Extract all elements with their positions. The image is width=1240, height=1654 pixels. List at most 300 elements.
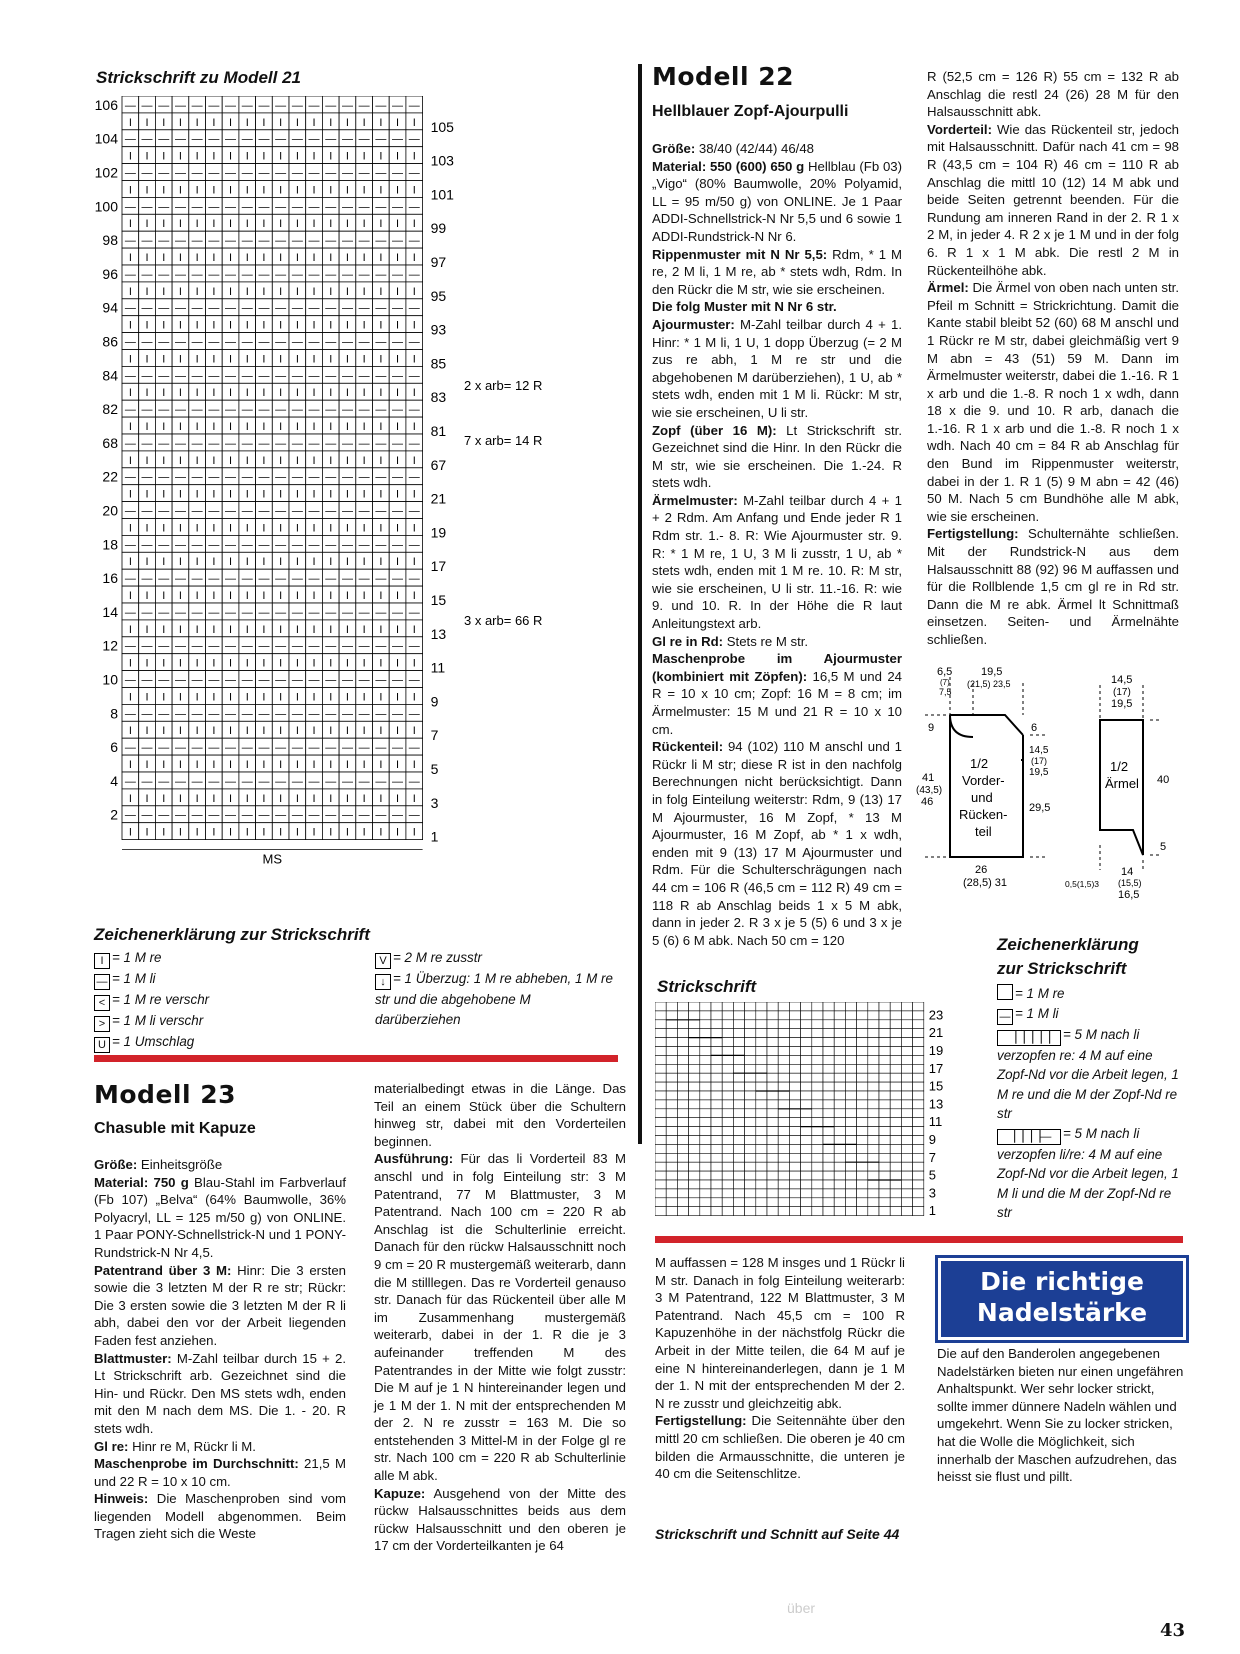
- svg-text:Rücken-: Rücken-: [959, 807, 1008, 822]
- chart-cell: [745, 1144, 756, 1153]
- cell-symbol: —: [358, 708, 370, 721]
- cell-symbol: I: [229, 184, 233, 197]
- cell-symbol: I: [212, 657, 216, 670]
- svg-text:1/2: 1/2: [1110, 759, 1129, 774]
- cell-symbol: I: [195, 488, 199, 501]
- chart-cell: [778, 1198, 789, 1207]
- chart-cell: [801, 1011, 812, 1020]
- cell-symbol: I: [145, 454, 149, 467]
- cell-symbol: I: [212, 218, 216, 231]
- cell-symbol: I: [295, 657, 299, 670]
- cell-symbol: —: [158, 437, 170, 450]
- cell-symbol: I: [128, 184, 132, 197]
- svg-text:46: 46: [921, 796, 934, 808]
- chart-cell: [823, 1162, 834, 1171]
- cell-symbol: —: [358, 674, 370, 687]
- cell-symbol: —: [225, 775, 237, 788]
- chart-cell: [733, 1144, 744, 1153]
- chart-cell: [745, 1127, 756, 1136]
- chart-cell: [666, 1011, 677, 1020]
- cell-symbol: —: [275, 505, 287, 518]
- chart-cell: [890, 1189, 901, 1198]
- cell-symbol: —: [158, 640, 170, 653]
- cell-symbol: —: [258, 99, 270, 112]
- chart-cell: [778, 1171, 789, 1180]
- chart-cell: [778, 1082, 789, 1091]
- cell-symbol: I: [229, 353, 233, 366]
- cell-symbol: I: [145, 218, 149, 231]
- cell-symbol: I: [295, 252, 299, 264]
- svg-text:und: und: [971, 790, 993, 805]
- chart-cell: [823, 1064, 834, 1073]
- paragraph: R (52,5 cm = 126 R) 55 cm = 132 R ab Anschlag die restl 24 (26) 28 M für den Halsausschnitt abk.: [927, 69, 1179, 120]
- cell-symbol: —: [225, 539, 237, 552]
- legend-item: I = 1 M re: [94, 948, 344, 969]
- cell-symbol: —: [291, 167, 303, 180]
- cell-symbol: I: [145, 387, 149, 400]
- chart-cell: [666, 1002, 677, 1011]
- chart-cell: [789, 1082, 800, 1091]
- cell-symbol: —: [408, 404, 420, 417]
- cell-symbol: I: [295, 387, 299, 400]
- cell-symbol: I: [245, 590, 249, 602]
- cell-symbol: I: [195, 252, 199, 264]
- svg-text:teil: teil: [975, 824, 992, 839]
- cell-symbol: I: [245, 116, 249, 129]
- chart-cell: [767, 1064, 778, 1073]
- cell-symbol: —: [308, 370, 320, 383]
- chart-cell: [733, 1180, 744, 1189]
- chart-cell: [745, 1047, 756, 1056]
- chart-cell: [890, 1109, 901, 1118]
- cell-symbol: I: [396, 691, 400, 704]
- cell-symbol: I: [362, 184, 366, 197]
- chart-cell: [733, 1029, 744, 1038]
- chart-cell: [677, 1162, 688, 1171]
- cell-symbol: —: [392, 471, 404, 484]
- chart-cell: [778, 1047, 789, 1056]
- chart-cell: [868, 1136, 879, 1145]
- cell-symbol: I: [262, 590, 266, 602]
- cell-symbol: —: [124, 268, 136, 281]
- cell-symbol: —: [241, 201, 253, 214]
- cell-symbol: —: [158, 505, 170, 518]
- chart-cell: [857, 1127, 868, 1136]
- row-label: 8: [110, 705, 118, 722]
- chart-cell: [834, 1100, 845, 1109]
- chart-cell: [857, 1180, 868, 1189]
- chart-cell: [868, 1127, 879, 1136]
- chart-cell: [722, 1127, 733, 1136]
- cell-symbol: —: [392, 336, 404, 349]
- cell-symbol: I: [279, 826, 283, 839]
- svg-text:19,5: 19,5: [1111, 698, 1133, 710]
- cell-symbol: I: [262, 792, 266, 805]
- cell-symbol: I: [178, 759, 182, 771]
- cell-symbol: I: [145, 488, 149, 501]
- chart-cell: [677, 1020, 688, 1029]
- chart-cell: [756, 1091, 767, 1100]
- cell-symbol: —: [241, 404, 253, 417]
- cell-symbol: I: [362, 826, 366, 839]
- cell-symbol: I: [212, 319, 216, 332]
- legend1-title: Zeichenerklärung zur Strickschrift: [94, 925, 370, 944]
- chart-cell: [778, 1153, 789, 1162]
- chart-cell: [677, 1109, 688, 1118]
- row-label: 19: [928, 1042, 944, 1058]
- cell-symbol: —: [392, 268, 404, 281]
- cell-symbol: —: [174, 573, 186, 586]
- cell-symbol: —: [241, 302, 253, 315]
- legend-item: — = 1 M li: [94, 969, 344, 990]
- cell-symbol: I: [345, 353, 349, 366]
- paragraph: materialbedingt etwas in die Länge. Das Teil an einem Stück über die Schultern hinweg str, dabei mit den Vorderteilen beginnen.: [374, 1081, 626, 1149]
- cell-symbol: I: [262, 725, 266, 738]
- cell-symbol: I: [162, 691, 166, 704]
- cell-symbol: —: [124, 133, 136, 146]
- cell-symbol: —: [141, 539, 153, 552]
- cell-symbol: —: [141, 573, 153, 586]
- paragraph: Die folg Muster mit N Nr 6 str.: [652, 299, 837, 315]
- cell-symbol: —: [358, 370, 370, 383]
- cell-symbol: I: [262, 488, 266, 501]
- chart-cell: [655, 1055, 666, 1064]
- chart-cell: [778, 1144, 789, 1153]
- cell-symbol: —: [124, 302, 136, 315]
- chart-cell: [733, 1198, 744, 1207]
- cell-symbol: —: [291, 201, 303, 214]
- chart-cell: [901, 1171, 912, 1180]
- chart-cell: [879, 1091, 890, 1100]
- cell-symbol: —: [258, 235, 270, 248]
- chart-cell: [655, 1064, 666, 1073]
- cell-symbol: —: [241, 742, 253, 755]
- cell-symbol: —: [174, 404, 186, 417]
- chart-cell: [745, 1029, 756, 1038]
- cell-symbol: I: [262, 116, 266, 129]
- chart-cell: [913, 1100, 924, 1109]
- chart-cell: [756, 1207, 767, 1216]
- chart-cell: [789, 1047, 800, 1056]
- cell-symbol: I: [229, 522, 233, 535]
- chart-cell: [733, 1162, 744, 1171]
- cell-symbol: —: [141, 471, 153, 484]
- cell-symbol: —: [191, 606, 203, 619]
- cell-symbol: —: [308, 404, 320, 417]
- cell-symbol: I: [145, 353, 149, 366]
- cell-symbol: I: [162, 285, 166, 298]
- chart-cell: [913, 1127, 924, 1136]
- row-label: 10: [102, 671, 118, 688]
- cell-symbol: I: [195, 150, 199, 163]
- chart-cell: [913, 1020, 924, 1029]
- chart-cell: [767, 1118, 778, 1127]
- red-divider: [94, 1055, 618, 1062]
- cell-symbol: —: [275, 640, 287, 653]
- chart-cell: [745, 1198, 756, 1207]
- chart-cell: [857, 1198, 868, 1207]
- watermark: über: [787, 1600, 816, 1616]
- cell-symbol: —: [358, 133, 370, 146]
- chart-cell: [756, 1189, 767, 1198]
- chart-cell: [722, 1082, 733, 1091]
- cell-symbol: —: [392, 370, 404, 383]
- chart-cell: [845, 1038, 856, 1047]
- chart-cell: [812, 1091, 823, 1100]
- cell-symbol: I: [128, 218, 132, 231]
- cell-symbol: —: [124, 99, 136, 112]
- chart-cell: [834, 1127, 845, 1136]
- chart-cell: [655, 1144, 666, 1153]
- cell-symbol: —: [308, 674, 320, 687]
- cell-symbol: —: [291, 742, 303, 755]
- cell-symbol: —: [258, 133, 270, 146]
- cell-symbol: —: [275, 235, 287, 248]
- chart-cell: [745, 1118, 756, 1127]
- cell-symbol: —: [241, 133, 253, 146]
- chart-cell: [834, 1064, 845, 1073]
- cell-symbol: —: [225, 708, 237, 721]
- cell-symbol: —: [124, 336, 136, 349]
- cell-symbol: —: [275, 302, 287, 315]
- cell-symbol: —: [225, 336, 237, 349]
- chart-cell: [789, 1198, 800, 1207]
- cell-symbol: I: [145, 691, 149, 704]
- cell-symbol: I: [178, 319, 182, 332]
- chart-cell: [845, 1207, 856, 1216]
- chart-cell: [677, 1198, 688, 1207]
- cell-symbol: —: [124, 201, 136, 214]
- chart-cell: [868, 1038, 879, 1047]
- cell-symbol: —: [141, 302, 153, 315]
- cell-symbol: —: [158, 99, 170, 112]
- cell-symbol: I: [312, 454, 316, 467]
- chart-cell: [655, 1118, 666, 1127]
- cell-symbol: I: [295, 285, 299, 298]
- cell-symbol: I: [195, 319, 199, 332]
- cell-symbol: —: [225, 235, 237, 248]
- chart-cell: [745, 1162, 756, 1171]
- chart-cell: [711, 1064, 722, 1073]
- chart-cell: [890, 1118, 901, 1127]
- chart-cell: [677, 1038, 688, 1047]
- chart-cell: [913, 1073, 924, 1082]
- chart-cell: [801, 1109, 812, 1118]
- cell-symbol: —: [258, 674, 270, 687]
- row-label: 4: [110, 772, 118, 789]
- chart-cell: [711, 1047, 722, 1056]
- chart-cell: [890, 1038, 901, 1047]
- chart-cell: [823, 1055, 834, 1064]
- chart-cell: [901, 1091, 912, 1100]
- cell-symbol: —: [191, 370, 203, 383]
- chart-cell: [700, 1198, 711, 1207]
- cell-symbol: I: [412, 454, 416, 467]
- chart-cell: [901, 1011, 912, 1020]
- cell-symbol: I: [162, 252, 166, 264]
- cell-symbol: I: [396, 826, 400, 839]
- chart-cell: [789, 1153, 800, 1162]
- svg-text:(21,5) 23,5: (21,5) 23,5: [967, 679, 1011, 689]
- chart-cell: [767, 1153, 778, 1162]
- cell-symbol: —: [375, 674, 387, 687]
- cell-symbol: —: [191, 235, 203, 248]
- cell-symbol: I: [178, 792, 182, 805]
- chart-cell: [711, 1180, 722, 1189]
- cell-symbol: —: [158, 775, 170, 788]
- cell-symbol: —: [191, 708, 203, 721]
- cell-symbol: I: [295, 488, 299, 501]
- chart-cell: [890, 1029, 901, 1038]
- chart-cell: [845, 1118, 856, 1127]
- cell-symbol: I: [162, 792, 166, 805]
- cell-symbol: —: [124, 573, 136, 586]
- chart-cell: [756, 1047, 767, 1056]
- cell-symbol: I: [295, 454, 299, 467]
- cell-symbol: —: [291, 640, 303, 653]
- cell-symbol: —: [341, 573, 353, 586]
- cell-symbol: I: [396, 319, 400, 332]
- chart-cell: [677, 1180, 688, 1189]
- cell-symbol: —: [275, 708, 287, 721]
- chart-cell: [666, 1171, 677, 1180]
- cell-symbol: —: [241, 640, 253, 653]
- chart-cell: [857, 1002, 868, 1011]
- chart-cell: [857, 1144, 868, 1153]
- cell-symbol: I: [396, 285, 400, 298]
- chart-cell: [666, 1136, 677, 1145]
- cell-symbol: I: [396, 792, 400, 805]
- chart-cell: [655, 1091, 666, 1100]
- chart2-grid: [655, 1002, 975, 1227]
- cell-symbol: I: [229, 421, 233, 433]
- cell-symbol: I: [329, 488, 333, 501]
- cell-symbol: —: [158, 302, 170, 315]
- cell-symbol: I: [412, 387, 416, 400]
- cell-symbol: —: [124, 437, 136, 450]
- purl-symbol: —: [94, 974, 110, 990]
- cell-symbol: —: [258, 573, 270, 586]
- chart-cell: [890, 1073, 901, 1082]
- cell-symbol: —: [208, 606, 220, 619]
- cell-symbol: I: [345, 826, 349, 839]
- chart-cell: [722, 1189, 733, 1198]
- chart-cell: [801, 1207, 812, 1216]
- paragraph: Material: 550 (600) 650 g Hellblau (Fb 03) „Vigo“ (80% Baumwolle, 20% Polyamid, LL = 95 m/50 g) von ONLINE. Je 1 Paar ADDI-Schnellstrick-N Nr 5,5 und 6 sowie 1 ADDI-Rundstrick-N Nr 6.: [652, 158, 903, 244]
- chart-cell: [879, 1038, 890, 1047]
- chart-cell: [812, 1144, 823, 1153]
- chart-cell: [677, 1153, 688, 1162]
- cell-symbol: I: [229, 454, 233, 467]
- cell-symbol: —: [124, 742, 136, 755]
- cell-symbol: I: [279, 759, 283, 771]
- chart-cell: [823, 1144, 834, 1153]
- cell-symbol: I: [379, 150, 383, 163]
- cell-symbol: I: [279, 319, 283, 332]
- paragraph: Rückenteil: 94 (102) 110 M anschl und 1 Rückr li M str; diese R ist in den nachfolg Berechnungen nicht berücksichtigt. Dann in folg Einteilung weiterstr: Rdm, 9 (13) 17 M Ajourmuster, 16 M Zopf, * 13 M Ajourmuster, 16 M Zopf, ab * 1 x wdh, enden mit 9 (13) 17 M Ajourmuster und Rdm. Für die Schulterschrägungen nach 44 cm = 106 R (46,5 cm = 112 R) 49 cm = 118 R ab Anschlag beids 1 x 5 M abk, dann in jeder 2. R 3 x je 5 (5) 6 und 3 x je 5 (6) 6 M abk. Nach 50 cm = 120: [652, 739, 902, 948]
- chart-cell: [778, 1029, 789, 1038]
- cell-symbol: I: [178, 454, 182, 467]
- cell-symbol: I: [229, 590, 233, 602]
- paragraph: Patentrand über 3 M: Hinr: Die 3 ersten sowie die 3 letzten M der R re str; Rückr: Die 3 ersten sowie die 3 letzten M der R li abh, dabei den vor der Arbeit liegenden Faden fest anziehen.: [94, 1262, 346, 1348]
- chart-cell: [879, 1073, 890, 1082]
- chart-cell: [913, 1171, 924, 1180]
- chart-cell: [890, 1047, 901, 1056]
- cell-symbol: I: [145, 184, 149, 197]
- chart-cell: [666, 1180, 677, 1189]
- cell-symbol: I: [212, 387, 216, 400]
- chart-cell: [834, 1180, 845, 1189]
- cell-symbol: —: [392, 674, 404, 687]
- cell-symbol: I: [396, 387, 400, 400]
- chart-cell: [913, 1118, 924, 1127]
- chart-cell: [879, 1029, 890, 1038]
- chart-cell: [677, 1100, 688, 1109]
- cell-symbol: I: [396, 184, 400, 197]
- cell-symbol: I: [345, 522, 349, 535]
- row-label: 17: [928, 1060, 944, 1076]
- cell-symbol: —: [308, 99, 320, 112]
- cell-symbol: I: [178, 691, 182, 704]
- chart-cell: [890, 1153, 901, 1162]
- chart-cell: [834, 1171, 845, 1180]
- row-label: 102: [94, 164, 118, 181]
- chart-cell: [823, 1082, 834, 1091]
- cell-symbol: I: [245, 218, 249, 231]
- cell-symbol: —: [174, 268, 186, 281]
- cell-symbol: —: [158, 268, 170, 281]
- chart-cell: [845, 1153, 856, 1162]
- paragraph: Maschenprobe im Ajourmuster (kombiniert mit Zöpfen): 16,5 M und 24 R = 10 x 10 cm; Zopf: 16 M = 8 cm; im Ärmelmuster: 15 M und 21 R = 10 x 10 cm.: [652, 651, 902, 737]
- chart-cell: [890, 1091, 901, 1100]
- chart-cell: [666, 1047, 677, 1056]
- cell-symbol: I: [195, 218, 199, 231]
- chart-cell: [689, 1002, 700, 1011]
- chart-cell: [823, 1100, 834, 1109]
- chart-cell: [801, 1162, 812, 1171]
- chart-cell: [711, 1011, 722, 1020]
- chart-cell: [879, 1144, 890, 1153]
- chart-cell: [901, 1109, 912, 1118]
- row-label: 20: [102, 502, 118, 519]
- cell-symbol: —: [141, 505, 153, 518]
- chart-cell: [812, 1100, 823, 1109]
- cell-symbol: I: [245, 792, 249, 805]
- cell-symbol: I: [345, 285, 349, 298]
- cell-symbol: —: [141, 640, 153, 653]
- cell-symbol: —: [392, 708, 404, 721]
- chart-cell: [879, 1047, 890, 1056]
- chart-cell: [834, 1073, 845, 1082]
- cell-symbol: —: [291, 674, 303, 687]
- chart-cell: [733, 1118, 744, 1127]
- chart-cell: [801, 1100, 812, 1109]
- chart-cell: [879, 1180, 890, 1189]
- row-label: 81: [430, 423, 447, 439]
- cell-symbol: —: [141, 674, 153, 687]
- cell-symbol: —: [291, 573, 303, 586]
- cell-symbol: —: [158, 201, 170, 214]
- svg-text:(17): (17): [1031, 756, 1048, 766]
- cell-symbol: —: [174, 775, 186, 788]
- cell-symbol: —: [258, 201, 270, 214]
- cell-symbol: —: [124, 674, 136, 687]
- cell-symbol: —: [325, 133, 337, 146]
- chart-cell: [789, 1180, 800, 1189]
- chart-cell: [745, 1002, 756, 1011]
- cell-symbol: I: [412, 285, 416, 298]
- cell-symbol: —: [408, 573, 420, 586]
